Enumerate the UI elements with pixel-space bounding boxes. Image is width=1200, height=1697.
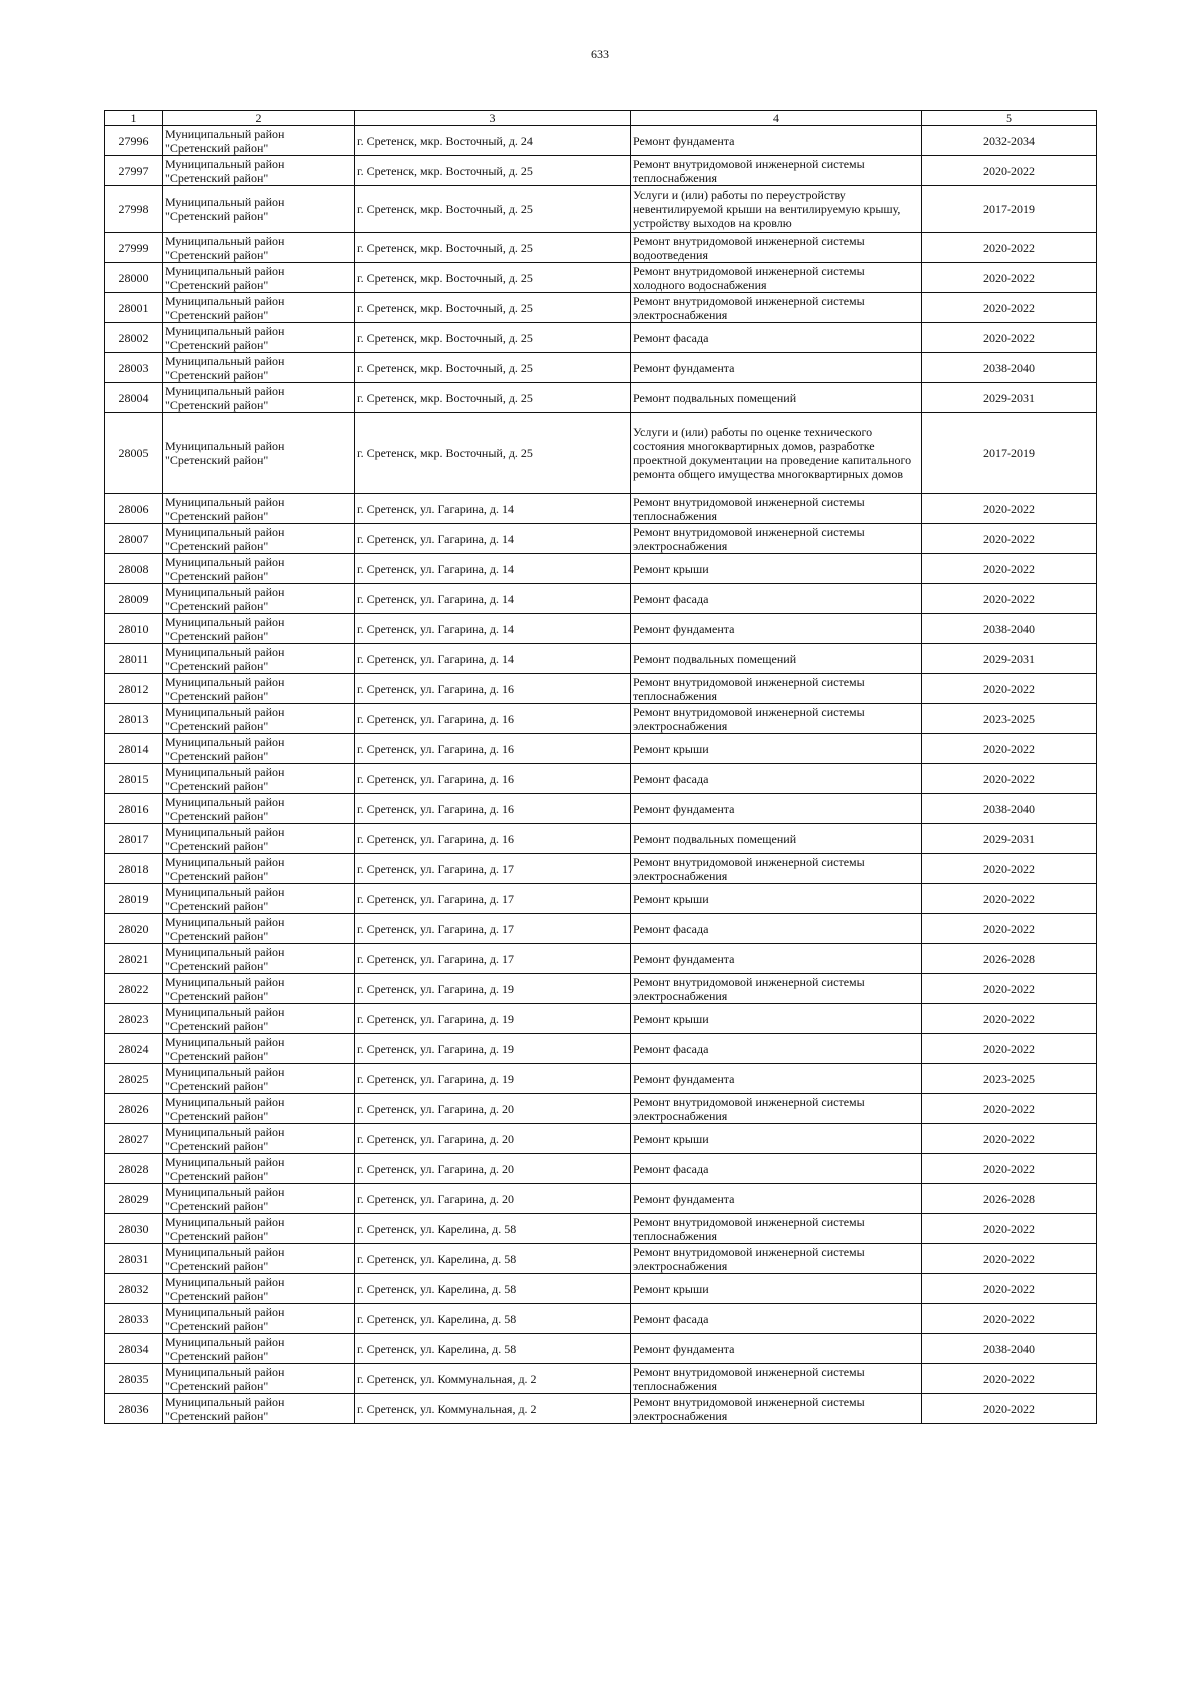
- address-cell: г. Сретенск, ул. Гагарина, д. 16: [355, 674, 631, 704]
- district-cell: Муниципальный район "Сретенский район": [163, 1364, 355, 1394]
- row-number-cell: 28016: [105, 794, 163, 824]
- work-type-cell: Ремонт фундамента: [631, 126, 922, 156]
- address-cell: г. Сретенск, ул. Гагарина, д. 19: [355, 1034, 631, 1064]
- column-header: 2: [163, 111, 355, 126]
- row-number-cell: 28025: [105, 1064, 163, 1094]
- row-number-cell: 28031: [105, 1244, 163, 1274]
- address-cell: г. Сретенск, ул. Гагарина, д. 16: [355, 824, 631, 854]
- table-row: [105, 854, 1097, 884]
- period-cell: 2020-2022: [922, 1304, 1097, 1334]
- work-type-cell: Ремонт внутридомовой инженерной системы теплоснабжения: [631, 494, 922, 524]
- table-row: [105, 884, 1097, 914]
- table-row: [105, 1244, 1097, 1274]
- work-type-cell: Ремонт подвальных помещений: [631, 383, 922, 413]
- work-type-cell: Ремонт внутридомовой инженерной системы водоотведения: [631, 233, 922, 263]
- work-type-cell: Ремонт внутридомовой инженерной системы теплоснабжения: [631, 1364, 922, 1394]
- column-header: 5: [922, 111, 1097, 126]
- work-type-cell: Ремонт внутридомовой инженерной системы электроснабжения: [631, 524, 922, 554]
- row-number-cell: 28009: [105, 584, 163, 614]
- period-cell: 2020-2022: [922, 1394, 1097, 1424]
- table-row: [105, 974, 1097, 1004]
- district-cell: Муниципальный район "Сретенский район": [163, 884, 355, 914]
- period-cell: 2020-2022: [922, 1154, 1097, 1184]
- table-row: [105, 584, 1097, 614]
- row-number-cell: 28012: [105, 674, 163, 704]
- work-type-cell: Ремонт крыши: [631, 884, 922, 914]
- period-cell: 2023-2025: [922, 1064, 1097, 1094]
- table-row: [105, 674, 1097, 704]
- address-cell: г. Сретенск, ул. Карелина, д. 58: [355, 1214, 631, 1244]
- period-cell: 2020-2022: [922, 1034, 1097, 1064]
- address-cell: г. Сретенск, ул. Гагарина, д. 20: [355, 1094, 631, 1124]
- district-cell: Муниципальный район "Сретенский район": [163, 944, 355, 974]
- work-type-cell: Ремонт фасада: [631, 764, 922, 794]
- work-type-cell: Ремонт внутридомовой инженерной системы теплоснабжения: [631, 674, 922, 704]
- address-cell: г. Сретенск, ул. Гагарина, д. 19: [355, 1004, 631, 1034]
- address-cell: г. Сретенск, мкр. Восточный, д. 24: [355, 126, 631, 156]
- address-cell: г. Сретенск, ул. Гагарина, д. 17: [355, 914, 631, 944]
- work-type-cell: Ремонт крыши: [631, 734, 922, 764]
- period-cell: 2020-2022: [922, 156, 1097, 186]
- district-cell: Муниципальный район "Сретенский район": [163, 914, 355, 944]
- work-type-cell: Ремонт фундамента: [631, 614, 922, 644]
- address-cell: г. Сретенск, ул. Гагарина, д. 14: [355, 614, 631, 644]
- table-row: [105, 734, 1097, 764]
- period-cell: 2023-2025: [922, 704, 1097, 734]
- period-cell: 2029-2031: [922, 383, 1097, 413]
- table-row: [105, 293, 1097, 323]
- district-cell: Муниципальный район "Сретенский район": [163, 554, 355, 584]
- table-row: [105, 323, 1097, 353]
- row-number-cell: 28027: [105, 1124, 163, 1154]
- address-cell: г. Сретенск, мкр. Восточный, д. 25: [355, 233, 631, 263]
- row-number-cell: 28026: [105, 1094, 163, 1124]
- table-row: [105, 764, 1097, 794]
- period-cell: 2020-2022: [922, 914, 1097, 944]
- period-cell: 2020-2022: [922, 1004, 1097, 1034]
- district-cell: Муниципальный район "Сретенский район": [163, 1034, 355, 1064]
- period-cell: 2020-2022: [922, 1094, 1097, 1124]
- period-cell: 2020-2022: [922, 1214, 1097, 1244]
- table-row: [105, 126, 1097, 156]
- address-cell: г. Сретенск, ул. Гагарина, д. 14: [355, 554, 631, 584]
- address-cell: г. Сретенск, ул. Карелина, д. 58: [355, 1274, 631, 1304]
- table-row: [105, 263, 1097, 293]
- address-cell: г. Сретенск, ул. Гагарина, д. 14: [355, 644, 631, 674]
- work-type-cell: Ремонт фундамента: [631, 794, 922, 824]
- table-row: [105, 156, 1097, 186]
- table-row: [105, 524, 1097, 554]
- period-cell: 2020-2022: [922, 233, 1097, 263]
- period-cell: 2020-2022: [922, 734, 1097, 764]
- period-cell: 2029-2031: [922, 824, 1097, 854]
- period-cell: 2020-2022: [922, 584, 1097, 614]
- address-cell: г. Сретенск, мкр. Восточный, д. 25: [355, 156, 631, 186]
- row-number-cell: 28006: [105, 494, 163, 524]
- period-cell: 2038-2040: [922, 614, 1097, 644]
- address-cell: г. Сретенск, мкр. Восточный, д. 25: [355, 186, 631, 233]
- table-row: [105, 1304, 1097, 1334]
- work-type-cell: Ремонт фасада: [631, 323, 922, 353]
- period-cell: 2020-2022: [922, 764, 1097, 794]
- table-row: [105, 824, 1097, 854]
- district-cell: Муниципальный район "Сретенский район": [163, 584, 355, 614]
- table-row: [105, 1124, 1097, 1154]
- district-cell: Муниципальный район "Сретенский район": [163, 764, 355, 794]
- table-row: [105, 944, 1097, 974]
- work-type-cell: Ремонт фундамента: [631, 1334, 922, 1364]
- row-number-cell: 28002: [105, 323, 163, 353]
- table-row: [105, 186, 1097, 233]
- row-number-cell: 28021: [105, 944, 163, 974]
- period-cell: 2029-2031: [922, 644, 1097, 674]
- district-cell: Муниципальный район "Сретенский район": [163, 1244, 355, 1274]
- table-row: [105, 1154, 1097, 1184]
- district-cell: Муниципальный район "Сретенский район": [163, 353, 355, 383]
- address-cell: г. Сретенск, ул. Гагарина, д. 16: [355, 794, 631, 824]
- district-cell: Муниципальный район "Сретенский район": [163, 494, 355, 524]
- address-cell: г. Сретенск, ул. Гагарина, д. 16: [355, 734, 631, 764]
- work-type-cell: Ремонт крыши: [631, 554, 922, 584]
- district-cell: Муниципальный район "Сретенский район": [163, 186, 355, 233]
- district-cell: Муниципальный район "Сретенский район": [163, 1214, 355, 1244]
- row-number-cell: 28018: [105, 854, 163, 884]
- row-number-cell: 28032: [105, 1274, 163, 1304]
- table-row: [105, 353, 1097, 383]
- district-cell: Муниципальный район "Сретенский район": [163, 263, 355, 293]
- table-row: [105, 914, 1097, 944]
- row-number-cell: 28034: [105, 1334, 163, 1364]
- row-number-cell: 28011: [105, 644, 163, 674]
- district-cell: Муниципальный район "Сретенский район": [163, 126, 355, 156]
- table-row: [105, 413, 1097, 494]
- row-number-cell: 28033: [105, 1304, 163, 1334]
- address-cell: г. Сретенск, мкр. Восточный, д. 25: [355, 353, 631, 383]
- address-cell: г. Сретенск, ул. Гагарина, д. 14: [355, 494, 631, 524]
- table-row: [105, 494, 1097, 524]
- table-row: [105, 704, 1097, 734]
- table-row: [105, 233, 1097, 263]
- work-type-cell: Ремонт внутридомовой инженерной системы электроснабжения: [631, 1244, 922, 1274]
- work-type-cell: Ремонт подвальных помещений: [631, 644, 922, 674]
- address-cell: г. Сретенск, ул. Гагарина, д. 17: [355, 944, 631, 974]
- period-cell: 2020-2022: [922, 293, 1097, 323]
- period-cell: 2032-2034: [922, 126, 1097, 156]
- district-cell: Муниципальный район "Сретенский район": [163, 1124, 355, 1154]
- row-number-cell: 28010: [105, 614, 163, 644]
- table-row: [105, 794, 1097, 824]
- work-type-cell: Ремонт фундамента: [631, 1064, 922, 1094]
- work-type-cell: Ремонт внутридомовой инженерной системы холодного водоснабжения: [631, 263, 922, 293]
- table-row: [105, 644, 1097, 674]
- row-number-cell: 28008: [105, 554, 163, 584]
- row-number-cell: 28001: [105, 293, 163, 323]
- address-cell: г. Сретенск, мкр. Восточный, д. 25: [355, 383, 631, 413]
- address-cell: г. Сретенск, ул. Гагарина, д. 16: [355, 704, 631, 734]
- row-number-cell: 28015: [105, 764, 163, 794]
- district-cell: Муниципальный район "Сретенский район": [163, 1004, 355, 1034]
- row-number-cell: 28035: [105, 1364, 163, 1394]
- address-cell: г. Сретенск, ул. Гагарина, д. 14: [355, 524, 631, 554]
- district-cell: Муниципальный район "Сретенский район": [163, 293, 355, 323]
- work-type-cell: Ремонт внутридомовой инженерной системы теплоснабжения: [631, 1214, 922, 1244]
- address-cell: г. Сретенск, мкр. Восточный, д. 25: [355, 293, 631, 323]
- table-row: [105, 1064, 1097, 1094]
- address-cell: г. Сретенск, ул. Гагарина, д. 20: [355, 1184, 631, 1214]
- district-cell: Муниципальный район "Сретенский район": [163, 674, 355, 704]
- row-number-cell: 28004: [105, 383, 163, 413]
- address-cell: г. Сретенск, ул. Гагарина, д. 19: [355, 1064, 631, 1094]
- row-number-cell: 28014: [105, 734, 163, 764]
- address-cell: г. Сретенск, ул. Гагарина, д. 19: [355, 974, 631, 1004]
- period-cell: 2020-2022: [922, 554, 1097, 584]
- address-cell: г. Сретенск, ул. Карелина, д. 58: [355, 1244, 631, 1274]
- work-type-cell: Ремонт фасада: [631, 1304, 922, 1334]
- row-number-cell: 28029: [105, 1184, 163, 1214]
- district-cell: Муниципальный район "Сретенский район": [163, 233, 355, 263]
- period-cell: 2020-2022: [922, 1124, 1097, 1154]
- district-cell: Муниципальный район "Сретенский район": [163, 734, 355, 764]
- work-type-cell: Ремонт внутридомовой инженерной системы электроснабжения: [631, 1094, 922, 1124]
- table-row: [105, 1214, 1097, 1244]
- row-number-cell: 28022: [105, 974, 163, 1004]
- work-type-cell: Ремонт внутридомовой инженерной системы теплоснабжения: [631, 156, 922, 186]
- table-row: [105, 1034, 1097, 1064]
- period-cell: 2020-2022: [922, 884, 1097, 914]
- district-cell: Муниципальный район "Сретенский район": [163, 1094, 355, 1124]
- district-cell: Муниципальный район "Сретенский район": [163, 974, 355, 1004]
- district-cell: Муниципальный район "Сретенский район": [163, 854, 355, 884]
- table-row: [105, 614, 1097, 644]
- row-number-cell: 28003: [105, 353, 163, 383]
- work-type-cell: Ремонт подвальных помещений: [631, 824, 922, 854]
- period-cell: 2026-2028: [922, 1184, 1097, 1214]
- address-cell: г. Сретенск, ул. Гагарина, д. 20: [355, 1154, 631, 1184]
- district-cell: Муниципальный район "Сретенский район": [163, 323, 355, 353]
- district-cell: Муниципальный район "Сретенский район": [163, 1064, 355, 1094]
- district-cell: Муниципальный район "Сретенский район": [163, 824, 355, 854]
- row-number-cell: 28005: [105, 413, 163, 494]
- row-number-cell: 28024: [105, 1034, 163, 1064]
- address-cell: г. Сретенск, ул. Карелина, д. 58: [355, 1304, 631, 1334]
- work-type-cell: Ремонт фасада: [631, 584, 922, 614]
- column-header: 3: [355, 111, 631, 126]
- work-type-cell: Ремонт фундамента: [631, 1184, 922, 1214]
- address-cell: г. Сретенск, мкр. Восточный, д. 25: [355, 263, 631, 293]
- period-cell: 2020-2022: [922, 524, 1097, 554]
- address-cell: г. Сретенск, ул. Гагарина, д. 17: [355, 884, 631, 914]
- period-cell: 2020-2022: [922, 1274, 1097, 1304]
- table-header-row: [105, 111, 1097, 126]
- period-cell: 2020-2022: [922, 263, 1097, 293]
- row-number-cell: 28030: [105, 1214, 163, 1244]
- district-cell: Муниципальный район "Сретенский район": [163, 794, 355, 824]
- work-type-cell: Услуги и (или) работы по переустройству невентилируемой крыши на вентилируемую крышу, устройству выходов на кровлю: [631, 186, 922, 233]
- address-cell: г. Сретенск, ул. Коммунальная, д. 2: [355, 1364, 631, 1394]
- period-cell: 2038-2040: [922, 794, 1097, 824]
- district-cell: Муниципальный район "Сретенский район": [163, 1274, 355, 1304]
- work-type-cell: Ремонт внутридомовой инженерной системы электроснабжения: [631, 854, 922, 884]
- work-type-cell: Ремонт фасада: [631, 914, 922, 944]
- table-row: [105, 1184, 1097, 1214]
- address-cell: г. Сретенск, мкр. Восточный, д. 25: [355, 413, 631, 494]
- column-header: 1: [105, 111, 163, 126]
- row-number-cell: 27996: [105, 126, 163, 156]
- period-cell: 2020-2022: [922, 494, 1097, 524]
- table-row: [105, 554, 1097, 584]
- row-number-cell: 27999: [105, 233, 163, 263]
- work-type-cell: Ремонт внутридомовой инженерной системы электроснабжения: [631, 293, 922, 323]
- period-cell: 2020-2022: [922, 323, 1097, 353]
- table-row: [105, 1094, 1097, 1124]
- district-cell: Муниципальный район "Сретенский район": [163, 1334, 355, 1364]
- work-type-cell: Ремонт внутридомовой инженерной системы электроснабжения: [631, 974, 922, 1004]
- district-cell: Муниципальный район "Сретенский район": [163, 1304, 355, 1334]
- row-number-cell: 28017: [105, 824, 163, 854]
- work-type-cell: Ремонт крыши: [631, 1124, 922, 1154]
- district-cell: Муниципальный район "Сретенский район": [163, 383, 355, 413]
- table-row: [105, 1364, 1097, 1394]
- district-cell: Муниципальный район "Сретенский район": [163, 1184, 355, 1214]
- address-cell: г. Сретенск, мкр. Восточный, д. 25: [355, 323, 631, 353]
- period-cell: 2038-2040: [922, 1334, 1097, 1364]
- period-cell: 2020-2022: [922, 674, 1097, 704]
- address-cell: г. Сретенск, ул. Гагарина, д. 20: [355, 1124, 631, 1154]
- table-row: [105, 1004, 1097, 1034]
- period-cell: 2020-2022: [922, 974, 1097, 1004]
- period-cell: 2020-2022: [922, 1244, 1097, 1274]
- period-cell: 2038-2040: [922, 353, 1097, 383]
- page-number: 633: [591, 47, 609, 61]
- district-cell: Муниципальный район "Сретенский район": [163, 413, 355, 494]
- district-cell: Муниципальный район "Сретенский район": [163, 1394, 355, 1424]
- district-cell: Муниципальный район "Сретенский район": [163, 156, 355, 186]
- table-row: [105, 383, 1097, 413]
- address-cell: г. Сретенск, ул. Гагарина, д. 14: [355, 584, 631, 614]
- row-number-cell: 28000: [105, 263, 163, 293]
- row-number-cell: 28013: [105, 704, 163, 734]
- table-row: [105, 1394, 1097, 1424]
- row-number-cell: 28023: [105, 1004, 163, 1034]
- works-table: [104, 110, 1097, 1424]
- work-type-cell: Ремонт крыши: [631, 1274, 922, 1304]
- period-cell: 2026-2028: [922, 944, 1097, 974]
- district-cell: Муниципальный район "Сретенский район": [163, 704, 355, 734]
- table-row: [105, 1274, 1097, 1304]
- work-type-cell: Ремонт фасада: [631, 1034, 922, 1064]
- address-cell: г. Сретенск, ул. Гагарина, д. 17: [355, 854, 631, 884]
- work-type-cell: Ремонт внутридомовой инженерной системы электроснабжения: [631, 704, 922, 734]
- work-type-cell: Ремонт фундамента: [631, 944, 922, 974]
- period-cell: 2017-2019: [922, 186, 1097, 233]
- district-cell: Муниципальный район "Сретенский район": [163, 644, 355, 674]
- period-cell: 2020-2022: [922, 1364, 1097, 1394]
- table-row: [105, 1334, 1097, 1364]
- work-type-cell: Ремонт фасада: [631, 1154, 922, 1184]
- row-number-cell: 28007: [105, 524, 163, 554]
- district-cell: Муниципальный район "Сретенский район": [163, 614, 355, 644]
- district-cell: Муниципальный район "Сретенский район": [163, 524, 355, 554]
- work-type-cell: Ремонт фундамента: [631, 353, 922, 383]
- row-number-cell: 28028: [105, 1154, 163, 1184]
- district-cell: Муниципальный район "Сретенский район": [163, 1154, 355, 1184]
- row-number-cell: 28036: [105, 1394, 163, 1424]
- row-number-cell: 28019: [105, 884, 163, 914]
- work-type-cell: Услуги и (или) работы по оценке технического состояния многоквартирных домов, разработке проектной документации на проведение капитального ремонта общего имущества многоквартирных домов: [631, 413, 922, 494]
- period-cell: 2017-2019: [922, 413, 1097, 494]
- address-cell: г. Сретенск, ул. Коммунальная, д. 2: [355, 1394, 631, 1424]
- row-number-cell: 28020: [105, 914, 163, 944]
- row-number-cell: 27998: [105, 186, 163, 233]
- row-number-cell: 27997: [105, 156, 163, 186]
- address-cell: г. Сретенск, ул. Гагарина, д. 16: [355, 764, 631, 794]
- address-cell: г. Сретенск, ул. Карелина, д. 58: [355, 1334, 631, 1364]
- work-type-cell: Ремонт крыши: [631, 1004, 922, 1034]
- period-cell: 2020-2022: [922, 854, 1097, 884]
- work-type-cell: Ремонт внутридомовой инженерной системы электроснабжения: [631, 1394, 922, 1424]
- column-header: 4: [631, 111, 922, 126]
